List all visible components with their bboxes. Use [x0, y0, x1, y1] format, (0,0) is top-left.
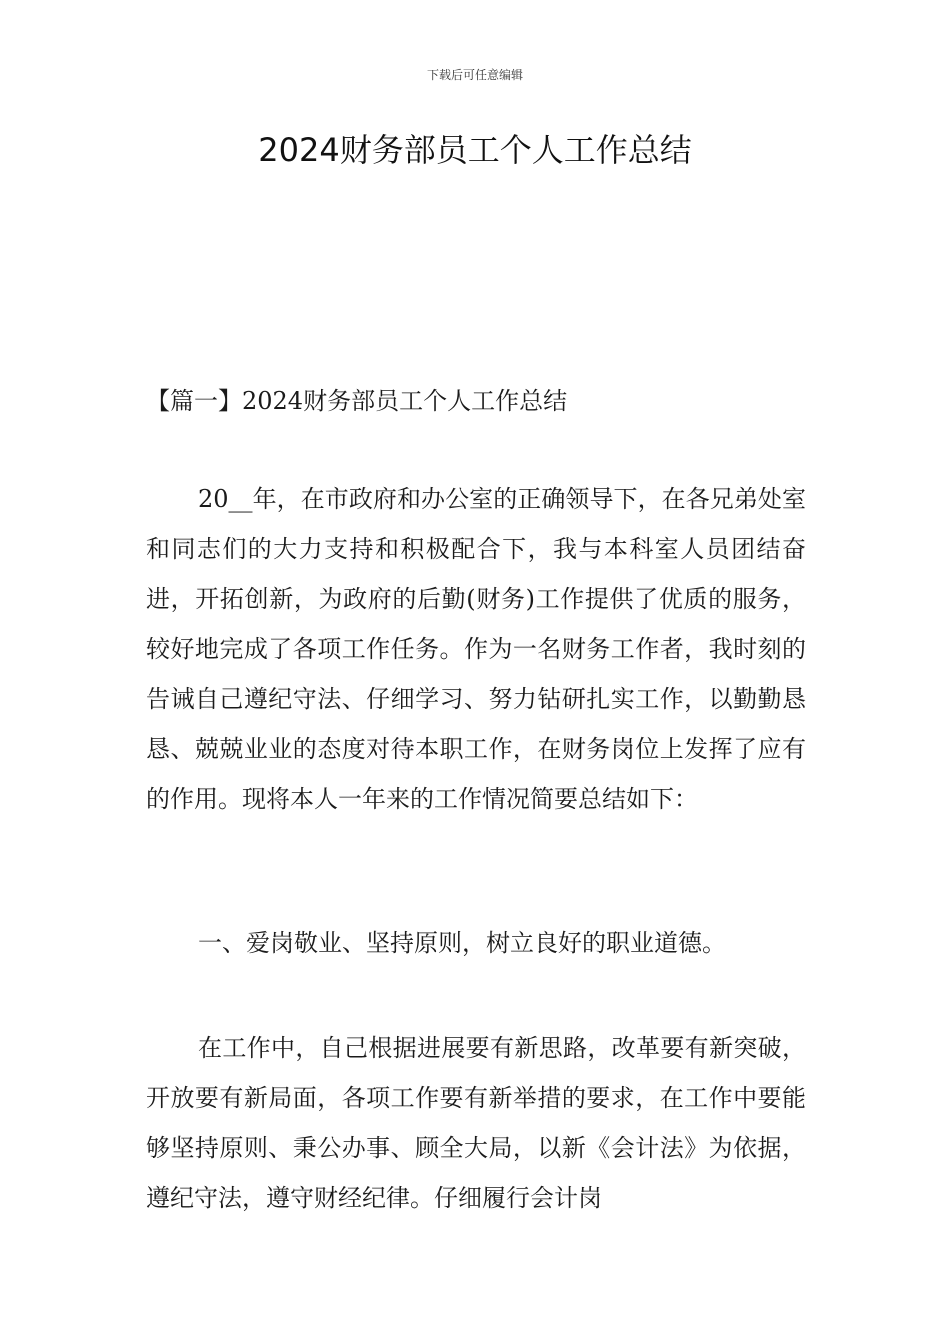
header-note: 下载后可任意编辑: [426, 68, 523, 82]
section-label: 【篇一】2024财务部员工个人工作总结: [146, 387, 568, 415]
section-heading-1: 一、爱岗敬业、坚持原则，树立良好的职业道德。: [198, 929, 726, 957]
document-title: 2024财务部员工个人工作总结: [258, 131, 692, 169]
paragraph-1: 20__年，在市政府和办公室的正确领导下，在各兄弟处室和同志们的大力支持和积极配合下，我与本科室人员团结奋进，开拓创新，为政府的后勤(财务)工作提供了优质的服务，较好地完成了各项工作任务。作为一名财务工作者，我时刻的告诫自己遵纪守法、仔细学习、努力钻研扎实工作，以勤勤恳恳、兢兢业业的态度对待本职工作，在财务岗位上发挥了应有的作用。现将本人一年来的工作情况简要总结如下：: [146, 485, 806, 813]
paragraph-2: 在工作中，自己根据进展要有新思路，改革要有新突破，开放要有新局面，各项工作要有新举措的要求，在工作中要能够坚持原则、秉公办事、顾全大局，以新《会计法》为依据，遵纪守法，遵守财经纪律。仔细履行会计岗: [146, 1034, 806, 1212]
